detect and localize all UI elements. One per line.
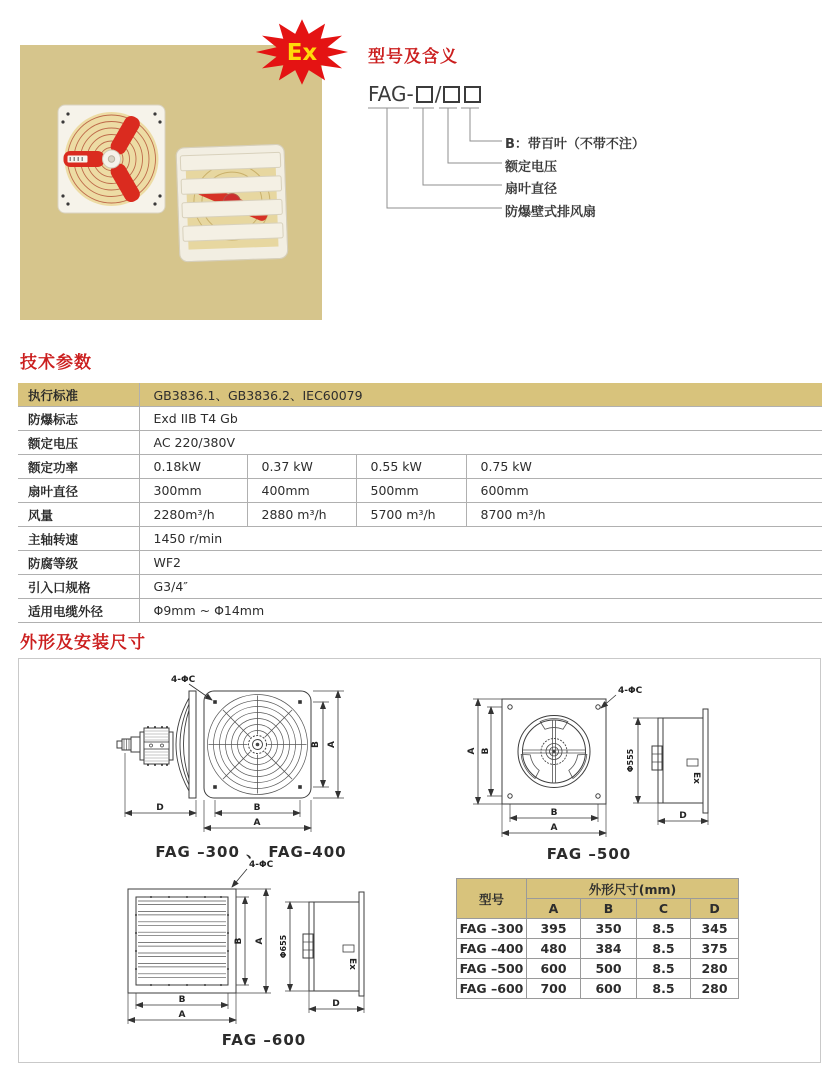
holes-label: 4-ΦC bbox=[249, 860, 274, 870]
param-value: 2880 m³/h bbox=[247, 503, 356, 527]
dim-B-label: B bbox=[481, 747, 491, 755]
dim-value: 8.5 bbox=[637, 939, 691, 959]
dim-value: 8.5 bbox=[637, 919, 691, 939]
dim-value: 395 bbox=[527, 919, 581, 939]
param-value: WF2 bbox=[139, 551, 822, 575]
dim-col-b: B bbox=[581, 899, 637, 919]
table-row bbox=[457, 919, 739, 939]
param-label: 适用电缆外径 bbox=[18, 599, 139, 623]
dim-D-label: D bbox=[679, 811, 687, 821]
drawing-fag600 bbox=[101, 857, 391, 1029]
param-value: 0.75 kW bbox=[466, 455, 822, 479]
ex-badge-text: Ex bbox=[286, 40, 318, 66]
model-code-separator: / bbox=[434, 82, 442, 106]
ex-badge bbox=[252, 16, 352, 88]
dim-value: 384 bbox=[581, 939, 637, 959]
param-label: 执行标准 bbox=[18, 383, 139, 407]
drawing-fag300-400 bbox=[61, 673, 361, 835]
holes-label: 4-ΦC bbox=[171, 675, 196, 685]
dim-value: 600 bbox=[527, 959, 581, 979]
dim-D-label: D bbox=[332, 999, 340, 1009]
section-title-dims: 外形及安装尺寸 bbox=[20, 633, 146, 653]
dim-value: 8.5 bbox=[637, 979, 691, 999]
dim-A-label: A bbox=[550, 823, 558, 833]
dim-phi555-label: Φ555 bbox=[626, 748, 635, 773]
param-label: 防腐等级 bbox=[18, 551, 139, 575]
table-row bbox=[18, 455, 822, 479]
dim-phi655-label: Φ655 bbox=[279, 934, 288, 959]
dim-value: 700 bbox=[527, 979, 581, 999]
table-row bbox=[457, 959, 739, 979]
param-label: 扇叶直径 bbox=[18, 479, 139, 503]
louvered-fan-image bbox=[176, 144, 288, 262]
tech-params-table bbox=[18, 383, 822, 623]
dim-value: 480 bbox=[527, 939, 581, 959]
model-label-diameter: 扇叶直径 bbox=[505, 182, 558, 197]
param-value: AC 220/380V bbox=[139, 431, 822, 455]
model-label-louver: B：带百叶（不带不注） bbox=[505, 137, 645, 152]
dim-col-a: A bbox=[527, 899, 581, 919]
dim-value: 280 bbox=[691, 979, 739, 999]
table-row bbox=[18, 479, 822, 503]
model-label-product: 防爆壁式排风扇 bbox=[505, 205, 597, 220]
dim-B-label: B bbox=[311, 741, 321, 748]
dimension-table bbox=[456, 878, 739, 999]
dim-B-label: B bbox=[234, 937, 244, 945]
ex-mark-label: Ex bbox=[691, 772, 701, 784]
dim-B-label: B bbox=[178, 995, 186, 1005]
param-label: 主轴转速 bbox=[18, 527, 139, 551]
dim-value: 345 bbox=[691, 919, 739, 939]
table-row bbox=[457, 939, 739, 959]
model-code bbox=[368, 82, 483, 106]
dim-col-c: C bbox=[637, 899, 691, 919]
dim-D-label: D bbox=[156, 803, 164, 813]
table-row bbox=[18, 407, 822, 431]
param-value: 0.37 kW bbox=[247, 455, 356, 479]
dim-value: 375 bbox=[691, 939, 739, 959]
table-row bbox=[18, 503, 822, 527]
drawing-caption-fag600: FAG –600 bbox=[221, 1031, 307, 1049]
dim-col-group: 外形尺寸(mm) bbox=[527, 879, 739, 899]
dim-A-label: A bbox=[467, 747, 477, 755]
param-value: Exd IIB T4 Gb bbox=[139, 407, 822, 431]
table-row bbox=[18, 383, 822, 407]
dim-model: FAG –500 bbox=[457, 959, 527, 979]
dim-value: 350 bbox=[581, 919, 637, 939]
dim-A-label: A bbox=[327, 741, 337, 748]
param-value: 5700 m³/h bbox=[356, 503, 466, 527]
dim-A-label: A bbox=[253, 818, 261, 828]
dim-value: 8.5 bbox=[637, 959, 691, 979]
dim-value: 600 bbox=[581, 979, 637, 999]
param-value: Φ9mm ~ Φ14mm bbox=[139, 599, 822, 623]
param-value: G3/4″ bbox=[139, 575, 822, 599]
drawing-caption-fag500: FAG –500 bbox=[546, 845, 632, 863]
dim-value: 280 bbox=[691, 959, 739, 979]
table-row bbox=[457, 979, 739, 999]
dim-model: FAG –400 bbox=[457, 939, 527, 959]
drawings-panel bbox=[18, 658, 821, 1063]
section-title-tech: 技术参数 bbox=[20, 353, 92, 373]
param-value: 500mm bbox=[356, 479, 466, 503]
holes-label: 4-ΦC bbox=[618, 686, 643, 696]
table-row bbox=[18, 431, 822, 455]
param-value: 2280m³/h bbox=[139, 503, 247, 527]
param-value: 400mm bbox=[247, 479, 356, 503]
param-value: GB3836.1、GB3836.2、IEC60079 bbox=[139, 383, 822, 407]
wall-fan-image bbox=[58, 105, 165, 213]
param-value: 600mm bbox=[466, 479, 822, 503]
table-row bbox=[457, 879, 739, 899]
table-row bbox=[18, 599, 822, 623]
dim-B-label: B bbox=[253, 803, 261, 813]
model-code-box-3 bbox=[464, 86, 481, 103]
drawing-caption-fag300-400: FAG –300 、 FAG–400 bbox=[155, 843, 347, 861]
param-label: 额定功率 bbox=[18, 455, 139, 479]
param-label: 风量 bbox=[18, 503, 139, 527]
dim-A-label: A bbox=[178, 1010, 186, 1020]
table-row bbox=[18, 551, 822, 575]
dim-col-model: 型号 bbox=[457, 879, 527, 919]
model-code-prefix: FAG- bbox=[368, 82, 414, 106]
param-value: 8700 m³/h bbox=[466, 503, 822, 527]
dim-col-d: D bbox=[691, 899, 739, 919]
drawing-fag500 bbox=[461, 673, 761, 837]
param-value: 0.55 kW bbox=[356, 455, 466, 479]
dim-B-label: B bbox=[550, 808, 558, 818]
dim-A-label: A bbox=[255, 937, 265, 945]
param-label: 防爆标志 bbox=[18, 407, 139, 431]
param-label: 额定电压 bbox=[18, 431, 139, 455]
param-label: 引入口规格 bbox=[18, 575, 139, 599]
ex-mark-label: Ex bbox=[347, 958, 357, 970]
model-label-voltage: 额定电压 bbox=[505, 160, 558, 175]
model-code-box-2 bbox=[443, 86, 460, 103]
dim-model: FAG –600 bbox=[457, 979, 527, 999]
param-value: 300mm bbox=[139, 479, 247, 503]
dim-value: 500 bbox=[581, 959, 637, 979]
param-value: 1450 r/min bbox=[139, 527, 822, 551]
section-title-model: 型号及含义 bbox=[368, 47, 458, 67]
model-code-box-1 bbox=[416, 86, 433, 103]
table-row bbox=[18, 575, 822, 599]
table-row bbox=[18, 527, 822, 551]
param-value: 0.18kW bbox=[139, 455, 247, 479]
dim-model: FAG –300 bbox=[457, 919, 527, 939]
